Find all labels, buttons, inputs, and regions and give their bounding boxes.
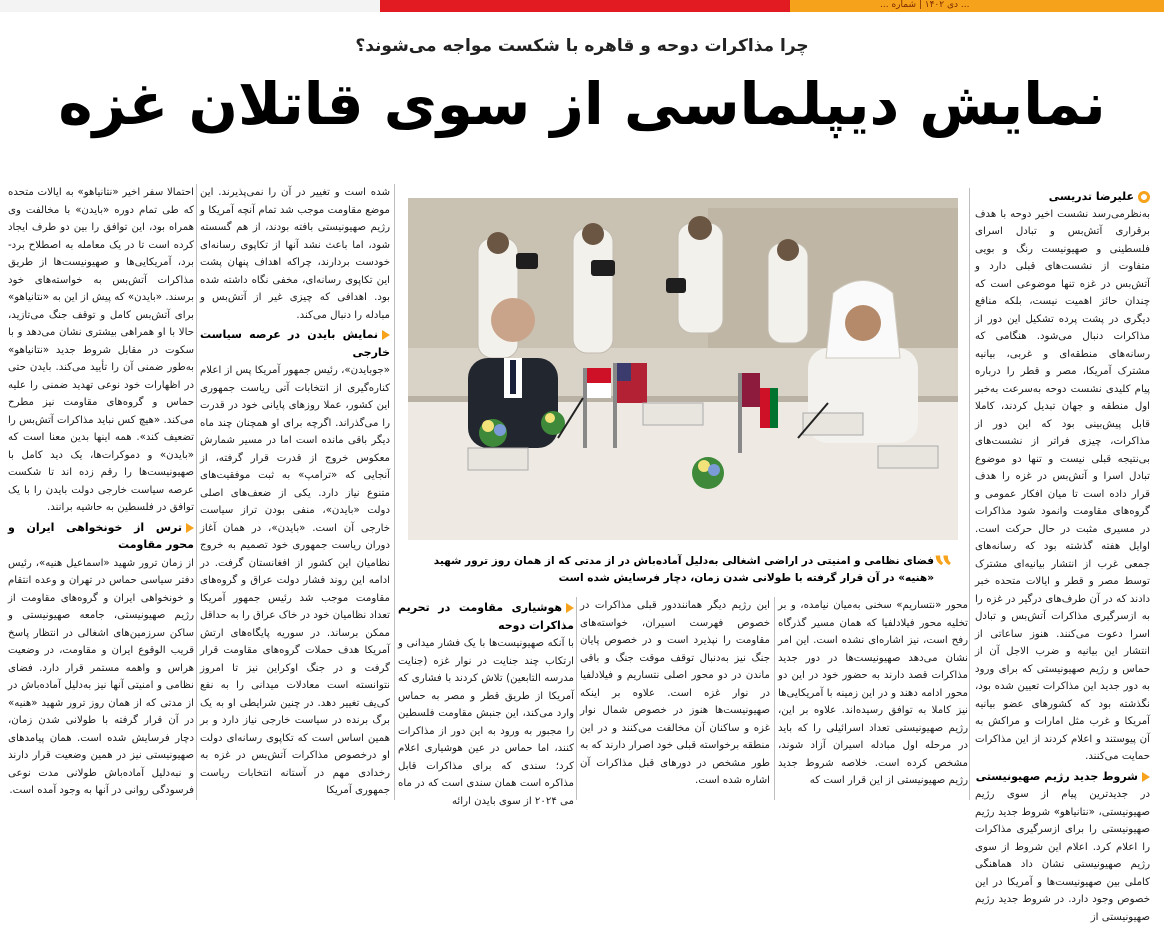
news-photo [408,198,958,540]
masthead [0,0,1164,14]
column-6-subhead: ترس از خونخواهی ایران و محور مقاومت [8,519,194,554]
column-divider [196,184,197,800]
column-3-paragraph-1: این رژیم دیگر هماننددور قبلی مذاکرات در خصوص فهرست اسیران، خواسته‌های مقاومت را نپذیرد است و در خصوص پایان جنگ نیز به‌دنبال توقف موقت جنگ و باقی ماندن در دو محور اصلی نتساریم و فیلادلفیا در نوار غزه است. علاوه بر اینکه صهیونیست‌ها هنوز در خصوص شمال نوار غزه و ساکنان آن مخالفت می‌کنند و در این منطقه برخواسته قبلی خود اصرار دارند که به طور مشخص در دورهای قبل مذاکرات آن اشاره شده است. [580,600,770,786]
column-4-subhead: هوشیاری مقاومت در تحریم مذاکرات دوحه [398,599,574,634]
column-divider [774,597,775,800]
masthead-date-strip [790,0,1164,12]
article-headline: نمایش دیپلماسی از سوی قاتلان غزه [58,70,1106,138]
column-2 [778,597,968,800]
column-1-paragraph-2: در جدیدترین پیام از سوی رژیم صهیونیستی، «نتانیاهو» شروط جدید رژیم صهیونیستی را برای ازسرگیری مذاکرات را اعلام کرد. اعلام این شروط از سوی رژیم صهیونیستی نشان داد هماهنگی کاملی بین صهیونیست‌ها و آمریکا در این خصوص وجود دارد. در شروط جدید رژیم صهیونیستی از [975,789,1150,923]
column-5 [200,184,390,800]
column-3 [580,597,770,800]
news-photo-illustration [408,198,958,540]
photo-caption: فضای نظامی و امنیتی در اراضی اشغالی به‌دلیل آماده‌باش در از مدتی که از همان روز ترور شهید «هنیه» در آن قرار گرفته با طولانی شدن زمان، دچار فرسایش شده است [433,555,934,584]
column-4 [398,597,574,807]
column-divider [969,188,970,800]
caption-quote-icon: ‟ [934,549,954,589]
article-kicker: چرا مذاکرات دوحه و قاهره با شکست مواجه می‌شوند؟ [355,36,809,56]
column-5-paragraph-2: «جوبایدن»، رئیس جمهور آمریکا پس از اعلام کناره‌گیری از انتخابات آتی ریاست جمهوری این کشور، عملا روزهای پایانی خود در قدرت را می‌گذراند. اگرچه برای او همچنان چند ماه دیگر باقی مانده است اما در مسیر شمارش معکوس خروج از قدرت قرار گرفته، از آنجایی که «ترامپ» به ثبت موفقیت‌های متنوع نیاز دارد. یکی از ضعف‌های اصلی دولت «بایدن»، منفی بودن تراز سیاست خارجی آن است. «بایدن»، در همان آغاز دوران ریاست جمهوری خود تصمیم به خروج نظامیان این کشور از افغانستان گرفت. در ادامه این روند فشار دولت عراق و گروه‌های مقاومت موجب شد رئیس جمهور آمریکا تعداد نظامیان خود در خاک عراق را به حداقل ممکن برساند. در سوریه پایگاه‌های ارتش آمریکا هدف حملات گروه‌های مقاومت قرار گرفت و در جنگ اوکراین نیز تا امروز نتوانسته است معادلات میدانی را به نفع کی‌یف تغییر دهد. در چنین شرایطی او به یک برگ برنده در سیاست خارجی نیاز دارد و بر همین اساس است که تکاپوی رسانه‌ای دولت او درخصوص مذاکرات آتش‌بس در غزه به رخدادی مهم در آستانه انتخابات ریاست جمهوری آمریکا [200,365,390,796]
masthead-logo-bar [380,0,790,12]
column-2-paragraph-1: محور «نتساریم» سخنی به‌میان نیامده، و بر تخلیه محور فیلادلفیا که همان مسیر گذرگاه رفح است، نیز اشاره‌ای نشده است. این امر نشان می‌دهد صهیونیست‌ها در دور جدید مذاکرات قصد دارند به حضور خود در این دو محور ادامه دهند و در این زمینه با آمریکایی‌ها نیز کاملا به توافق رسیده‌اند. علاوه بر این، رژیم صهیونیستی تعداد اسرائیلی را که باید در مرحله اول مبادله اسیران آزاد شوند، مشخص کرده است. خلاصه شروط جدید رژیم صهیونیستی از این قرار است که [778,600,968,786]
author-byline [975,188,1150,206]
author-mark-icon [1138,191,1150,203]
column-6 [8,184,194,800]
author-name: علیرضا تدریسی [1048,190,1134,203]
column-5-paragraph-1: شده است و تغییر در آن را نمی‌پذیرند. این موضع مقاومت موجب شد تمام آنچه آمریکا و رژیم صهیونیستی بافته بودند، از هم گسسته شود، اما باعث نشد آنها از تکاپوی رسانه‌ای خودست بردارند، چراکه اهداف پنهان پشت این تکاپوی رسانه‌ای، مخفی نگاه داشته شده بود. اهدافی که چیزی غیر از آتش‌بس و مبادله را دنبال می‌کند. [200,187,390,321]
column-5-subhead: نمایش بایدن در عرصه سیاست خارجی [200,326,390,361]
column-1-subhead: شروط جدید رژیم صهیونیستی [975,768,1150,786]
masthead-left-strip [0,0,380,12]
column-4-paragraph-1: با آنکه صهیونیست‌ها با یک فشار میدانی و ارتکاب چند جنایت در نوار غزه (جنایت مدرسه التابعین) تلاش کردند با فشاری که آمریکا از طریق قطر و مصر به حماس وارد می‌کند، این جنبش مقاومت فلسطین را مجبور به ورود به این دور از مذاکرات کنند، اما حماس در عین هوشیاری اعلام کرد؛ سندی که برای مذاکرات قابل مذاکره است همان سندی است که در ماه می ۲۰۲۴ از سوی بایدن ارائه [398,638,574,807]
column-6-paragraph-2: از زمان ترور شهید «اسماعیل هنیه»، رئیس دفتر سیاسی حماس در تهران و وعده انتقام و خونخواهی ایران و گروه‌های مقاومت از رژیم صهیونیستی، جامعه صهیونیستی و ساکن سرزمین‌های اشغالی در انتظار پاسخ قریب الوقوع ایران و مقاومت، در وضعیت هراس و واهمه مستمر قرار دارد. فضای نظامی و امنیتی آنها نیز به‌دلیل آماده‌باش در از مدتی که از همان روز ترور شهید «هنیه» در آن قرار گرفته با طولانی شدن زمان، دچار فرسایش شده است. همان پیامدهای صهیونیستی نیز در همین وضعیت قرار دارند و نبه‌دلیل آماده‌باش طولانی مدت نوعی فرسودگی روانی در آنها به وجود آمده است. [8,557,194,796]
masthead-date: ... دی ۱۴۰۲ | شماره ... [880,0,970,10]
column-6-paragraph-1: احتمالا سفر اخیر «نتانیاهو» به ایالات متحده که طی تمام دوره «بایدن» با مخالفت وی همراه بود، این توافق را بین دو طرف ایجاد کرده است تا در یک معامله به اصطلاح برد-برد، آمریکایی‌ها و صهیونیست‌ها از طریق مذاکرات آتش‌بس به خواسته‌های خود برسند. «بایدن» که پیش از این به «نتانیاهو» برای آتش‌بس کامل و توقف جنگ می‌تازید، حالا با او همراهی بیشتری نشان می‌دهد و با سکوت در مقابل شروط جدید «نتانیاهو» به‌طور ضمنی آن را تأیید می‌کند. بایدن حتی در اظهارات خود نوعی تهدید ضمنی را علیه حماس و گروه‌های مقاومت نیز مطرح می‌کند. «هیچ کس نباید مذاکرات آتش‌بس را تضعیف کند». همه اینها بدین معنا است که «بایدن» و دموکرات‌ها، یک دید کامل با صهیونیست‌ها را رقم زده اند تا شکست عرصه سیاست خارجی دولت بایدن را با یک توافق در فلسطین به حاشیه برانند. [8,187,194,513]
column-divider [394,184,395,800]
column-1-paragraph-1: به‌نظرمی‌رسد نشست اخیر دوحه با هدف برقراری آتش‌بس و تبادل اسرای فلسطینی و صهیونیست رنگ و بویی متفاوت از نشست‌های قبلی دارد و آتش‌بس در غزه تنها موضوعی است که چندان حائز اهمیت نیست، بلکه منافع دیگری در پشت پرده تشکیل این دور از مذاکرات دنبال می‌شود. هنگامی که رسانه‌های منطقه‌ای و غربی، بیانیه مشترک آمریکا، مصر و قطر را درباره پیام کلیدی نشست دوحه به‌سرعت به‌خبر اول منطقه و جهان تبدیل کردند، کاملا قابل پیش‌بینی بود که این دور از مذاکرات، چیزی فراتر از نشست‌های بی‌نتیجه قبلی نیست و تنها دو موضوع تبادل اسرا و آتش‌بس در غزه را هدف قرار داده است تا میان افکار عمومی و گروه‌های مقاومت وانمود شود مذاکرات در مسیری مثبت در حال حرکت است. اوایل هفته گذشته بود که رسانه‌های جمعی غرب از انتشار بیانیه‌ای مشترک توسط مصر و قطر و ایالات متحده خبر دادند که در آن طرف‌های درگیر در غزه را به ازسرگیری مذاکرات آتش‌بس و تبادل اسرا دعوت می‌کنند. هنوز ساعاتی از انتشار این بیانیه و ضرب الاجل آن از حماس و رژیم صهیونیستی که برای ورود به دور جدید این مذاکرات تعیین شده بود، نگذشته بود که کشورهای عضو بیانیه آمریکا و غرب مثل امارات و مراکش به آن پیوستند و اعلام کردند از این مذاکرات حمایت می‌کنند. [975,208,1150,762]
column-1 [975,188,1150,923]
column-divider [576,597,577,800]
